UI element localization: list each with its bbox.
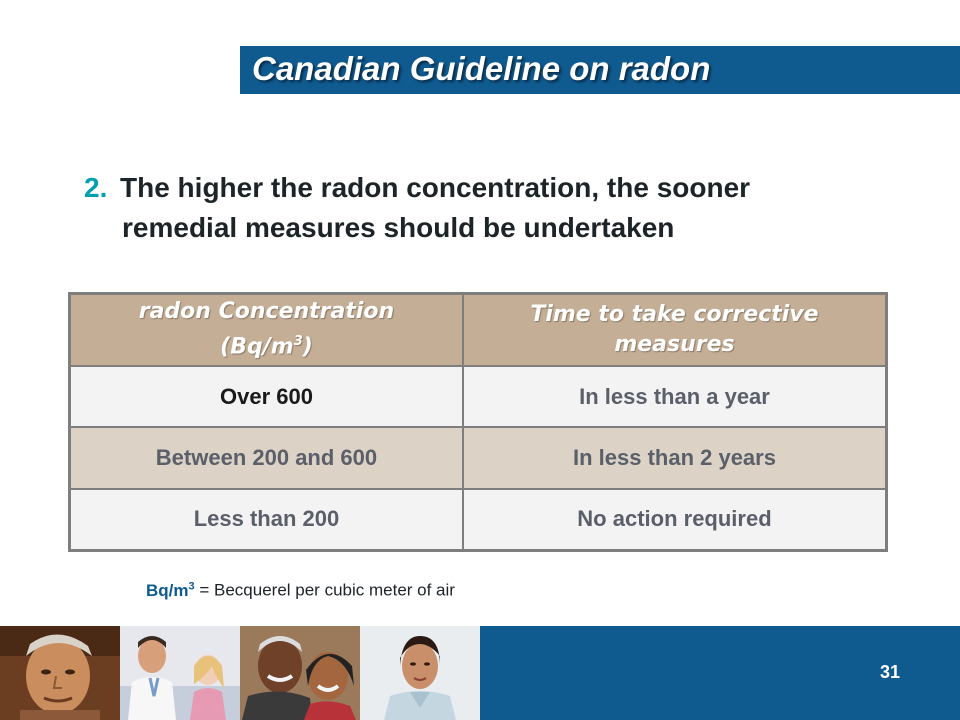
- header-concentration-unit: (Bq/m: [220, 334, 294, 360]
- cell-concentration: Less than 200: [70, 489, 463, 551]
- header-time-line-1: Time to take corrective: [530, 302, 819, 327]
- table-header-row: [70, 294, 887, 367]
- footnote-abbr-superscript: 3: [188, 580, 195, 592]
- footnote-text: = Becquerel per cubic meter of air: [194, 580, 455, 600]
- cell-time: In less than a year: [463, 366, 887, 427]
- cell-time: In less than 2 years: [463, 427, 887, 488]
- photo-strip: [0, 626, 480, 720]
- point-line-2: remedial measures should be undertaken: [122, 212, 675, 243]
- title-bar: [240, 46, 960, 94]
- nurse-photo: [360, 626, 480, 720]
- cell-concentration: Between 200 and 600: [70, 427, 463, 488]
- header-time: [463, 294, 887, 367]
- footnote-abbr-text: Bq/m: [146, 580, 189, 600]
- table-row: [70, 366, 887, 427]
- header-concentration: [70, 294, 463, 367]
- cell-time: No action required: [463, 489, 887, 551]
- point-text-1: The higher the radon concentration, the sooner: [120, 172, 751, 203]
- footnote: [146, 580, 455, 601]
- point-number: 2.: [84, 172, 108, 203]
- elderly-man-photo: [0, 626, 120, 720]
- point-line-1: [84, 168, 884, 208]
- header-unit-close: ): [302, 334, 313, 360]
- doctor-and-child-photo: [120, 626, 240, 720]
- page-number: 31: [880, 662, 901, 682]
- cell-concentration: Over 600: [70, 366, 463, 427]
- point-2: [84, 168, 884, 248]
- header-time-line-2: measures: [614, 332, 735, 357]
- table-row: [70, 489, 887, 551]
- footnote-abbr: [146, 581, 195, 600]
- guideline-table: [68, 292, 888, 552]
- table-row: [70, 427, 887, 488]
- header-unit-superscript: 3: [293, 334, 303, 350]
- senior-couple-photo: [240, 626, 360, 720]
- slide-title: Canadian Guideline on radon: [252, 50, 711, 87]
- header-concentration-label: radon Concentration: [138, 299, 395, 325]
